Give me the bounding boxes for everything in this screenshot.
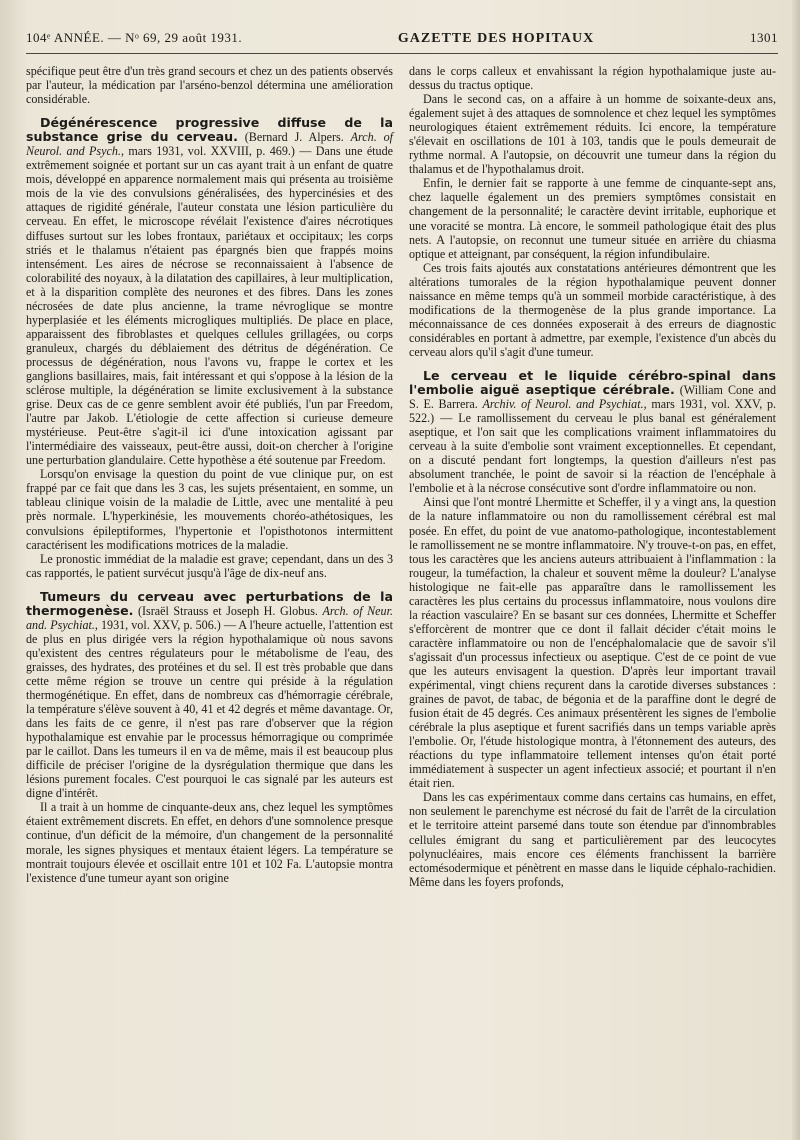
journal-title: GAZETTE DES HOPITAUX xyxy=(397,31,595,46)
article-body: — Dans une étude extrêmement soignée et portant sur un cas ayant trait à un enfant de quatre mois, développé en apparence normalement mais qui présenta au troisième mois de la vie des convulsions généralisées, des hypercinésies et des attaques de rigidité générale, l'auteur constata une lésion particulière du cerveau. En effet, le microscope révélait l'existence d'aires nécrotiques diffuses surtout sur les lobes frontaux, pariétaux et occipitaux; les corps striés et le thalamus n'étaient pas épargnés bien que frappés moins intensément. Les aires de nécrose se reconnaissaient à l'absence de colorabilité des noyaux, à la dilatation des capillaires, à leur multiplication, et à la disparition complète des neurones et des fibres. Dans les zones nécrosées de date plus ancienne, la trame névroglique se montre hyperplasiée et les éléments microgliques multipliés. De place en place, apparaissent des fibroblastes et quelques cellules grillagées, ou corps granuleux, chargés du déblaiement des détritus de dégénération. Ce processus de dégénération, nous l'avons vu, frappe le cortex et les ganglions basillaires, mais, fait intéressant et qui s'oppose à la lésion de la sclérose multiple, la dégénération se limite exclusivement à la substance grise. Deux cas de ce genre semblent avoir été publiés, l'un par Freedom, l'autre par Jakob. L'étiologie de cette affection si curieuse demeure mystérieuse. Peut-être s'agit-il ici d'une intoxication agissant par l'intermédiaire des vaisseaux, peut-être aussi, doit-on chercher à l'origine une perturbation glandulaire. Cette hypothèse a été soutenue par Freedom. xyxy=(26,144,394,468)
right-column xyxy=(409,64,776,889)
article-body: — A l'heure actuelle, l'attention est de plus en plus dirigée vers la région hypothalamique où nous savons qu'existent des centres régulateurs pour le métabolisme de l'eau, des graisses, des hydrates, des protéines et du sel. Il est très probable que dans cette même région se trouve un centre qui préside à la régulation thermogénétique. En effet, dans de nombreux cas d'hémorragie cérébrale, la température s'élève souvent à 40, 41 et 42 degrés et même davantage. Or, dans les faits de ce genre, il n'est pas rare d'observer que la région hypothalamique est envahie par le processus hémorragique ou comprimée par le caillot. Dans les tumeurs il en va de même, mais il est beaucoup plus difficile de préciser l'origine de la dysrégulation thermique que dans les lésions purement focales. C'est pourquoi le cas signalé par les auteurs est digne d'intérêt. xyxy=(26,617,393,801)
article-authors: (Israël Strauss et Joseph H. Globus. xyxy=(137,603,318,618)
article-paragraph: Le pronostic immédiat de la maladie est grave; cependant, dans un des 3 cas rapportés, le patient survécut jusqu'à l'âge de dix-neuf ans. xyxy=(26,551,393,580)
article-paragraph: Dans le second cas, on a affaire à un homme de soixante-deux ans, également sujet à des attaques de somnolence et chez lequel les symptômes neurologiques étaient extrêmement réduits. Ici encore, la température s'élevait en oscillations de 101 à 103, tandis que le pouls demeurait de rythme normal. A l'autopsie, on découvrit une tumeur dans la région du thalamus et de l'hypothalamus droit. xyxy=(409,92,776,177)
issue-info: 104ᵉ ANNÉE. — Nᵒ 69, 29 août 1931. xyxy=(26,30,243,45)
article-journal: Archiv. of Neurol. and Psychiat., xyxy=(482,397,647,412)
article-paragraph: Lorsqu'on envisage la question du point de vue clinique pur, on est frappé par ce fait que dans les 3 cas, les sujets présentaient, en somme, un tableau clinique voisin de la maladie de Little, avec une mentalité à peu près normale. L'hyperkinésie, les mouvements choréo-athétosiques, les convulsions épileptiformes, l'hypertonie et l'opisthotonos intermittent caractérisent les modifications motrices de la maladie. xyxy=(26,467,393,552)
article-paragraph: Ces trois faits ajoutés aux constatations antérieures démontrent que les altérations tumorales de la région hypothalamique peuvent donner naissance en même temps qu'à un sommeil morbide caractéristique, à des modifications de la thermogenèse de la plus grande importance. La méconnaissance de ces données exposerait à des erreurs de diagnostic considérables en portant à admettre, par exemple, l'existence d'un abcès du cerveau alors qu'il s'agit d'une tumeur. xyxy=(409,260,776,359)
article-paragraph: Enfin, le dernier fait se rapporte à une femme de cinquante-sept ans, chez laquelle également un des premiers symptômes consistait en changement de la personnalité; le caractère devint irritable, euphorique et une voracité se montra. Là encore, le sommeil pathologique était des plus nets. A l'autopsie, on reconnut une tumeur située en arrière du chiasma optique et atteignant, par conséquent, la région infundibulaire. xyxy=(409,176,776,261)
page-number: 1301 xyxy=(750,30,778,45)
page-edge xyxy=(792,0,800,1140)
article-paragraph: Ainsi que l'ont montré Lhermitte et Scheffer, il y a vingt ans, la question de la nature inflammatoire ou non du ramollissement cérébral est mal posée. En effet, du point de vue anatomo-pathologique, incontestablement le ramollissement ne se montre inflammatoire. N'y trouve-t-on pas, en effet, tous les caractères que les anciens auteurs attribuaient à l'inflammation : la rougeur, la tuméfaction, la chaleur et souvent même la douleur? L'analyse histologique ne fait-elle pas apparaître dans le ramollissement les caractères les plus certains du processus inflammatoire, nous voulons dire la réaction vasculaire? En se basant sur ces données, Lhermitte et Scheffer s'efforcèrent de montrer que ce dont il fallait décider c'était moins le caractère inflammatoire ou non de l'encéphalomalacie que de savoir s'il s'agissait d'un processus infectieux ou aseptique. C'est de ce point de vue que les auteurs envisagent la question. D'après leur important travail expérimental, vingt chiens reçurent dans la carotide diverses substances : graines de pavot, de tabac, de bégonia et de la paraffine dont le degré de fusion était de 45 degrés. Ces animaux présentèrent les signes de l'embolie cérébrale la plus aseptique et furent sacrifiés dans un temps variable après l'embolie. Or, l'étude histologique montra, à l'étonnement des auteurs, des réactions du type inflammatoire tellement intenses qu'on était porté immédiatement à suspecter un agent infectieux associé; et pourtant il n'en était rien. xyxy=(409,495,777,791)
article-authors: (Bernard J. Alpers. xyxy=(244,130,344,145)
article-authors: (William Cone and S. E. Barrera. xyxy=(409,383,776,412)
article-degenerescence xyxy=(26,116,393,580)
article-journal: Arch. of Neur. and. Psychiat., xyxy=(26,603,393,632)
page-header xyxy=(26,30,778,54)
article-paragraph: Dans les cas expérimentaux comme dans certains cas humains, en effet, non seulement le parenchyme est nécrosé du fait de l'arrêt de la circulation et le territoire atteint parsemé dans toute son étendue par d'innombrables cellules émigrant du sang et particulièrement par des leucocytes polynucléaires, mais encore ces éléments franchissent la barrière ectomésodermique et pénètrent en masse dans le liquide céphalo-rachidien. Même dans les foyers profonds, xyxy=(409,790,776,889)
continued-paragraph: dans le corps calleux et envahissant la région hypothalamique juste au-dessus du tractus optique. xyxy=(409,64,776,93)
article-heading: Tumeurs du cerveau avec perturbations de la thermogenèse. xyxy=(26,588,393,618)
text-columns xyxy=(26,64,778,889)
article-ref-rest: mars 1931, vol. XXV, p. 522.) xyxy=(409,397,777,426)
intro-paragraph: spécifique peut être d'un très grand secours et chez un des patients observés par l'auteur, la médication par l'arséno-benzol détermina une amélioration considérable. xyxy=(26,64,393,107)
article-ref-rest: 1931, vol. XXV, p. 506.) xyxy=(100,617,221,632)
left-column xyxy=(26,64,393,889)
article-ref-rest: mars 1931, vol. XXVIII, p. 469.) xyxy=(128,144,295,159)
article-body: — Le ramollissement du cerveau le plus banal est généralement aseptique, et l'on sait que les complications vraiment inflammatoires du cerveau à la suite d'embolie sont vraiment exceptionnelles. Et cependant, on a discuté pendant fort longtemps, la question d'ailleurs n'est pas absolument tranchée, le point de savoir si la réaction de l'encéphale à l'embolie et à la nécrose consécutive sont d'ordre inflammatoire ou non. xyxy=(409,411,776,496)
article-journal: Arch. of Neurol. and Psych., xyxy=(26,130,393,159)
article-paragraph: Il a trait à un homme de cinquante-deux ans, chez lequel les symptômes étaient extrêmement discrets. En effet, en dehors d'une somnolence presque continue, d'un déficit de la mémoire, d'un changement de la personnalité morale, les signes physiques et mentaux étaient légers. La température se montrait toujours élevée et oscillait entre 101 et 102 Fa. L'autopsie montra l'existence d'une tumeur ayant son origine xyxy=(26,800,393,885)
article-heading: Le cerveau et le liquide cérébro-spinal dans l'embolie aiguë aseptique cérébrale. xyxy=(409,367,776,398)
article-embolie xyxy=(409,369,776,889)
article-heading: Dégénérescence progressive diffuse de la substance grise du cerveau. xyxy=(26,115,393,145)
article-tumeurs xyxy=(26,590,393,885)
